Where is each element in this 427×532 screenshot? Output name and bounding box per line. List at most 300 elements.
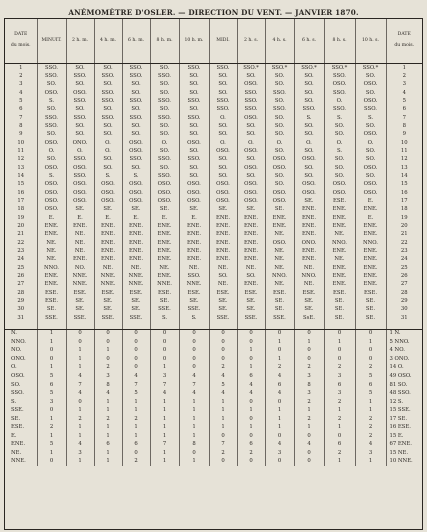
value-cell: 5: [37, 372, 66, 381]
value-cell: 0: [294, 355, 324, 364]
value-cell: 1: [237, 424, 265, 433]
day-row: [5, 306, 422, 314]
row-label-cell: 2: [19, 72, 23, 79]
row-label-cell: NNE.: [11, 458, 26, 465]
value-cell: SO.: [209, 156, 237, 164]
value-cell: E.: [37, 214, 66, 222]
value-cell: 4: [66, 441, 94, 450]
value-cell: 0: [66, 398, 94, 407]
row-total-cell: 28: [386, 289, 422, 297]
value-cell: ENE.: [209, 239, 237, 247]
value-cell: OSO.: [324, 81, 355, 89]
value-cell: 4: [150, 389, 179, 398]
value-cell: SSO.: [94, 89, 122, 97]
row-total-cell: 15: [386, 181, 422, 189]
value-cell: SO.: [37, 131, 66, 139]
value-cell: 1: [209, 407, 237, 416]
row-label-cell: 21: [17, 231, 25, 238]
wind-direction-table: [5, 19, 422, 466]
value-cell: 3: [265, 449, 294, 458]
value-cell: SO.: [355, 122, 386, 130]
value-cell: NE.: [324, 256, 355, 264]
value-cell: SSO.: [179, 64, 209, 73]
value-cell: SO.: [66, 64, 94, 73]
value-cell: NNO.: [294, 273, 324, 281]
summary-row: [5, 355, 422, 364]
value-cell: 0: [37, 347, 66, 356]
value-cell: 1: [294, 424, 324, 433]
value-cell: SSO.: [150, 172, 179, 180]
value-cell: ENE.: [66, 256, 94, 264]
value-cell: 5: [209, 381, 237, 390]
value-cell: OSO.: [37, 164, 66, 172]
value-cell: OSO.: [179, 139, 209, 147]
value-cell: 2: [355, 424, 386, 433]
row-total-cell: 7: [386, 114, 422, 122]
row-label-cell: 12: [17, 156, 25, 163]
value-cell: ENE.: [237, 248, 265, 256]
value-cell: SSO.*: [324, 64, 355, 73]
value-cell: OSO.: [122, 181, 150, 189]
value-cell: 2: [324, 415, 355, 424]
value-cell: 1: [150, 424, 179, 433]
value-cell: SO.: [150, 164, 179, 172]
value-cell: SsE.: [294, 314, 324, 322]
value-cell: ENE.: [294, 248, 324, 256]
value-cell: 1: [66, 458, 94, 467]
value-cell: OSO.: [66, 89, 94, 97]
row-total-cell: 49 OSO.: [386, 372, 422, 381]
value-cell: OSO.: [179, 181, 209, 189]
value-cell: 0: [265, 329, 294, 338]
value-cell: OSO.: [265, 189, 294, 197]
value-cell: ENE.: [324, 214, 355, 222]
value-cell: NE.: [294, 264, 324, 272]
value-cell: ENE.: [122, 223, 150, 231]
value-cell: SO.: [150, 122, 179, 130]
row-total-cell: 3: [386, 81, 422, 89]
value-cell: SSO.: [179, 114, 209, 122]
value-cell: O.: [94, 147, 122, 155]
value-cell: SO.: [237, 273, 265, 281]
value-cell: 0: [294, 432, 324, 441]
value-cell: SE.: [150, 206, 179, 214]
value-cell: 0: [294, 329, 324, 338]
value-cell: NE.: [66, 231, 94, 239]
value-cell: 1: [122, 407, 150, 416]
value-cell: 2: [355, 432, 386, 441]
value-cell: 8: [294, 381, 324, 390]
row-label-cell: 6: [19, 106, 23, 113]
value-cell: SE.: [324, 314, 355, 322]
value-cell: 1: [150, 432, 179, 441]
value-cell: 2: [324, 449, 355, 458]
value-cell: 1: [209, 424, 237, 433]
day-row: [5, 181, 422, 189]
value-cell: 8: [94, 381, 122, 390]
value-cell: ENE.: [355, 273, 386, 281]
value-cell: 0: [324, 347, 355, 356]
value-cell: SO.: [66, 106, 94, 114]
value-cell: 0: [209, 355, 237, 364]
value-cell: SO.: [265, 114, 294, 122]
row-label-cell: ENE.: [11, 441, 26, 448]
value-cell: 1: [66, 355, 94, 364]
row-total-cell: 31: [386, 314, 422, 322]
col-header: 6 h. m.: [122, 19, 150, 64]
value-cell: 1: [122, 398, 150, 407]
value-cell: OSO.: [324, 189, 355, 197]
value-cell: SE.: [265, 306, 294, 314]
value-cell: SO.: [294, 172, 324, 180]
row-label-cell: 18: [17, 206, 25, 213]
day-row: [5, 239, 422, 247]
value-cell: SSO.: [324, 89, 355, 97]
value-cell: SSE.: [150, 306, 179, 314]
table-body: [5, 64, 422, 467]
day-row: [5, 214, 422, 222]
value-cell: 1: [294, 407, 324, 416]
row-label-cell: 31: [17, 314, 25, 321]
day-row: [5, 89, 422, 97]
value-cell: 4: [237, 389, 265, 398]
row-total-cell: 6: [386, 106, 422, 114]
value-cell: 1: [179, 458, 209, 467]
value-cell: 0: [122, 338, 150, 347]
value-cell: OSO.: [355, 97, 386, 105]
day-row: [5, 206, 422, 214]
value-cell: ENE.: [94, 248, 122, 256]
value-cell: 1: [37, 338, 66, 347]
value-cell: SO.: [122, 89, 150, 97]
value-cell: 4: [209, 372, 237, 381]
value-cell: 0: [237, 458, 265, 467]
value-cell: NNE.: [66, 281, 94, 289]
value-cell: SSO.: [265, 89, 294, 97]
value-cell: ENE.: [237, 281, 265, 289]
value-cell: 0: [294, 458, 324, 467]
value-cell: SSO.: [94, 114, 122, 122]
value-cell: SO.: [179, 89, 209, 97]
value-cell: O.: [237, 139, 265, 147]
value-cell: O.: [209, 139, 237, 147]
value-cell: OSO.: [355, 131, 386, 139]
row-total-cell: 24: [386, 256, 422, 264]
value-cell: 3: [294, 389, 324, 398]
value-cell: SO.: [324, 172, 355, 180]
value-cell: OSO.: [355, 181, 386, 189]
row-label-cell: 8: [19, 122, 23, 129]
value-cell: 2: [324, 364, 355, 373]
value-cell: 1: [355, 407, 386, 416]
value-cell: O.: [94, 139, 122, 147]
value-cell: SO.: [265, 81, 294, 89]
value-cell: SE.: [265, 298, 294, 306]
col-header: [5, 19, 37, 64]
value-cell: SSE.: [37, 314, 66, 322]
value-cell: 0: [265, 432, 294, 441]
value-cell: ENE.: [237, 231, 265, 239]
row-label-cell: E.: [11, 432, 17, 439]
value-cell: NNE.: [66, 273, 94, 281]
value-cell: 2: [209, 449, 237, 458]
value-cell: 1: [94, 432, 122, 441]
value-cell: 2: [209, 364, 237, 373]
value-cell: 3: [294, 372, 324, 381]
value-cell: 3: [355, 449, 386, 458]
value-cell: SE.: [237, 206, 265, 214]
value-cell: OSO.: [37, 139, 66, 147]
value-cell: 7: [209, 441, 237, 450]
value-cell: 5: [355, 372, 386, 381]
value-cell: 0: [209, 338, 237, 347]
day-row: [5, 81, 422, 89]
value-cell: SO.: [209, 72, 237, 80]
value-cell: SSO.: [237, 106, 265, 114]
summary-row: [5, 449, 422, 458]
row-total-cell: 16 ESE.: [386, 424, 422, 433]
value-cell: SO.: [265, 181, 294, 189]
value-cell: 2: [355, 364, 386, 373]
row-label-cell: 3: [19, 81, 23, 88]
summary-row: [5, 432, 422, 441]
value-cell: 1: [66, 347, 94, 356]
value-cell: S.: [122, 172, 150, 180]
value-cell: SE.: [294, 306, 324, 314]
row-label-cell: 20: [17, 223, 25, 230]
value-cell: ESE.: [324, 198, 355, 206]
value-cell: SSO.: [94, 72, 122, 80]
summary-row: [5, 338, 422, 347]
value-cell: SO.: [66, 131, 94, 139]
value-cell: SSO.: [150, 156, 179, 164]
value-cell: SO.: [94, 156, 122, 164]
value-cell: S.: [179, 314, 209, 322]
value-cell: ENE.: [324, 223, 355, 231]
value-cell: SO.: [294, 72, 324, 80]
value-cell: 1: [150, 415, 179, 424]
value-cell: 0: [94, 355, 122, 364]
row-label-cell: 17: [17, 198, 25, 205]
value-cell: SO.: [122, 164, 150, 172]
value-cell: SO.: [294, 97, 324, 105]
value-cell: 4: [265, 441, 294, 450]
value-cell: 1: [265, 424, 294, 433]
row-total-cell: 15 E.: [386, 432, 422, 441]
value-cell: SSO.*: [265, 64, 294, 73]
value-cell: 6: [265, 381, 294, 390]
value-cell: ENE.: [324, 248, 355, 256]
value-cell: NO.: [66, 264, 94, 272]
value-cell: SO.: [265, 72, 294, 80]
value-cell: ENE.: [324, 281, 355, 289]
value-cell: SSE.: [66, 314, 94, 322]
day-row: [5, 122, 422, 130]
value-cell: 1: [179, 432, 209, 441]
day-row: [5, 264, 422, 272]
value-cell: SE.: [66, 206, 94, 214]
value-cell: SO.: [66, 81, 94, 89]
value-cell: OSO.: [66, 181, 94, 189]
row-total-cell: 16: [386, 189, 422, 197]
value-cell: 0: [179, 355, 209, 364]
value-cell: OSO.: [150, 198, 179, 206]
col-header: MIDI.: [209, 19, 237, 64]
value-cell: SE.: [294, 298, 324, 306]
value-cell: 0: [94, 338, 122, 347]
value-cell: SSO.*: [237, 64, 265, 73]
value-cell: OSO.: [66, 198, 94, 206]
value-cell: NE.: [209, 264, 237, 272]
value-cell: OSO.: [37, 198, 66, 206]
value-cell: SSO.: [66, 114, 94, 122]
value-cell: SO.: [209, 273, 237, 281]
row-label-cell: 26: [17, 273, 25, 280]
value-cell: 0: [66, 338, 94, 347]
day-row: [5, 281, 422, 289]
value-cell: ENE.: [237, 256, 265, 264]
value-cell: 0: [355, 347, 386, 356]
value-cell: 4: [265, 389, 294, 398]
value-cell: OSO.: [37, 189, 66, 197]
summary-row: [5, 415, 422, 424]
value-cell: SE.: [355, 314, 386, 322]
value-cell: 1: [355, 338, 386, 347]
value-cell: ENE.: [237, 214, 265, 222]
value-cell: ENE.: [150, 256, 179, 264]
value-cell: ENE.: [324, 206, 355, 214]
value-cell: 7: [66, 381, 94, 390]
value-cell: SSO.: [324, 106, 355, 114]
value-cell: SO.: [179, 122, 209, 130]
value-cell: OSO.: [265, 198, 294, 206]
value-cell: NE.: [150, 264, 179, 272]
value-cell: NNE.: [150, 281, 179, 289]
value-cell: SSE.: [122, 314, 150, 322]
value-cell: 0: [122, 329, 150, 338]
value-cell: NNO.: [265, 273, 294, 281]
row-label-cell: 16: [17, 189, 25, 196]
value-cell: SSO.: [150, 114, 179, 122]
row-total-cell: 3 ONO.: [386, 355, 422, 364]
row-total-cell: 23: [386, 248, 422, 256]
value-cell: OSO.: [355, 81, 386, 89]
value-cell: ESE.: [37, 298, 66, 306]
value-cell: E.: [355, 198, 386, 206]
value-cell: SSO.: [122, 114, 150, 122]
value-cell: 1: [122, 432, 150, 441]
value-cell: 1: [150, 458, 179, 467]
value-cell: SSO.: [150, 72, 179, 80]
value-cell: 4: [179, 389, 209, 398]
value-cell: 1: [150, 398, 179, 407]
value-cell: SO.: [265, 97, 294, 105]
value-cell: NNE.: [94, 273, 122, 281]
value-cell: E.: [179, 214, 209, 222]
value-cell: ENE.: [37, 231, 66, 239]
value-cell: 1: [265, 407, 294, 416]
value-cell: 0: [37, 407, 66, 416]
value-cell: OSO.: [294, 181, 324, 189]
value-cell: 6: [122, 441, 150, 450]
value-cell: 1: [324, 458, 355, 467]
value-cell: ENE.: [66, 223, 94, 231]
value-cell: 0: [324, 355, 355, 364]
value-cell: OSO.: [209, 147, 237, 155]
value-cell: 1: [150, 364, 179, 373]
value-cell: NE.: [265, 248, 294, 256]
value-cell: SE.: [122, 298, 150, 306]
value-cell: SO.: [209, 122, 237, 130]
value-cell: SSO.: [37, 114, 66, 122]
value-cell: 1: [66, 407, 94, 416]
value-cell: OSO.: [237, 181, 265, 189]
value-cell: 4: [94, 389, 122, 398]
value-cell: SO.: [150, 106, 179, 114]
value-cell: 6: [237, 372, 265, 381]
value-cell: OSO.: [294, 156, 324, 164]
value-cell: 7: [150, 381, 179, 390]
value-cell: ENE.: [150, 239, 179, 247]
value-cell: SO.: [294, 89, 324, 97]
row-label-cell: SSE.: [11, 407, 24, 414]
value-cell: NE.: [209, 281, 237, 289]
value-cell: SO.: [355, 89, 386, 97]
value-cell: 6: [324, 441, 355, 450]
value-cell: 1: [237, 407, 265, 416]
value-cell: SE.: [209, 206, 237, 214]
value-cell: E.: [66, 214, 94, 222]
value-cell: SSO.: [209, 106, 237, 114]
value-cell: ENE.: [179, 256, 209, 264]
value-cell: ONO.: [66, 139, 94, 147]
row-total-cell: 26: [386, 273, 422, 281]
value-cell: OSO.: [237, 114, 265, 122]
value-cell: SSO.: [94, 97, 122, 105]
value-cell: SO.: [150, 89, 179, 97]
value-cell: ENE.: [94, 239, 122, 247]
value-cell: SE.: [294, 198, 324, 206]
value-cell: 0: [66, 329, 94, 338]
value-cell: ESE.: [37, 289, 66, 297]
value-cell: SSO.: [37, 122, 66, 130]
row-label-cell: O.: [11, 364, 17, 371]
value-cell: ENE.: [94, 223, 122, 231]
col-header: [386, 19, 422, 64]
col-header-sub: du mois.: [10, 43, 31, 48]
value-cell: SO.: [66, 122, 94, 130]
value-cell: SSE.: [94, 314, 122, 322]
value-cell: 0: [237, 432, 265, 441]
value-cell: SO.: [265, 122, 294, 130]
value-cell: 1: [94, 347, 122, 356]
col-header: 4 h. s.: [265, 19, 294, 64]
value-cell: NE.: [37, 256, 66, 264]
value-cell: NE.: [265, 264, 294, 272]
value-cell: ESE.: [294, 289, 324, 297]
row-label-cell: SO.: [11, 381, 21, 388]
row-total-cell: 12 S.: [386, 398, 422, 407]
value-cell: SSE.: [209, 314, 237, 322]
row-total-cell: 2: [386, 72, 422, 80]
value-cell: SSO.: [237, 89, 265, 97]
value-cell: ENE.: [179, 239, 209, 247]
value-cell: SO.: [94, 131, 122, 139]
row-total-cell: 10: [386, 139, 422, 147]
value-cell: 4: [265, 372, 294, 381]
value-cell: NE.: [265, 281, 294, 289]
value-cell: ENE.: [355, 281, 386, 289]
